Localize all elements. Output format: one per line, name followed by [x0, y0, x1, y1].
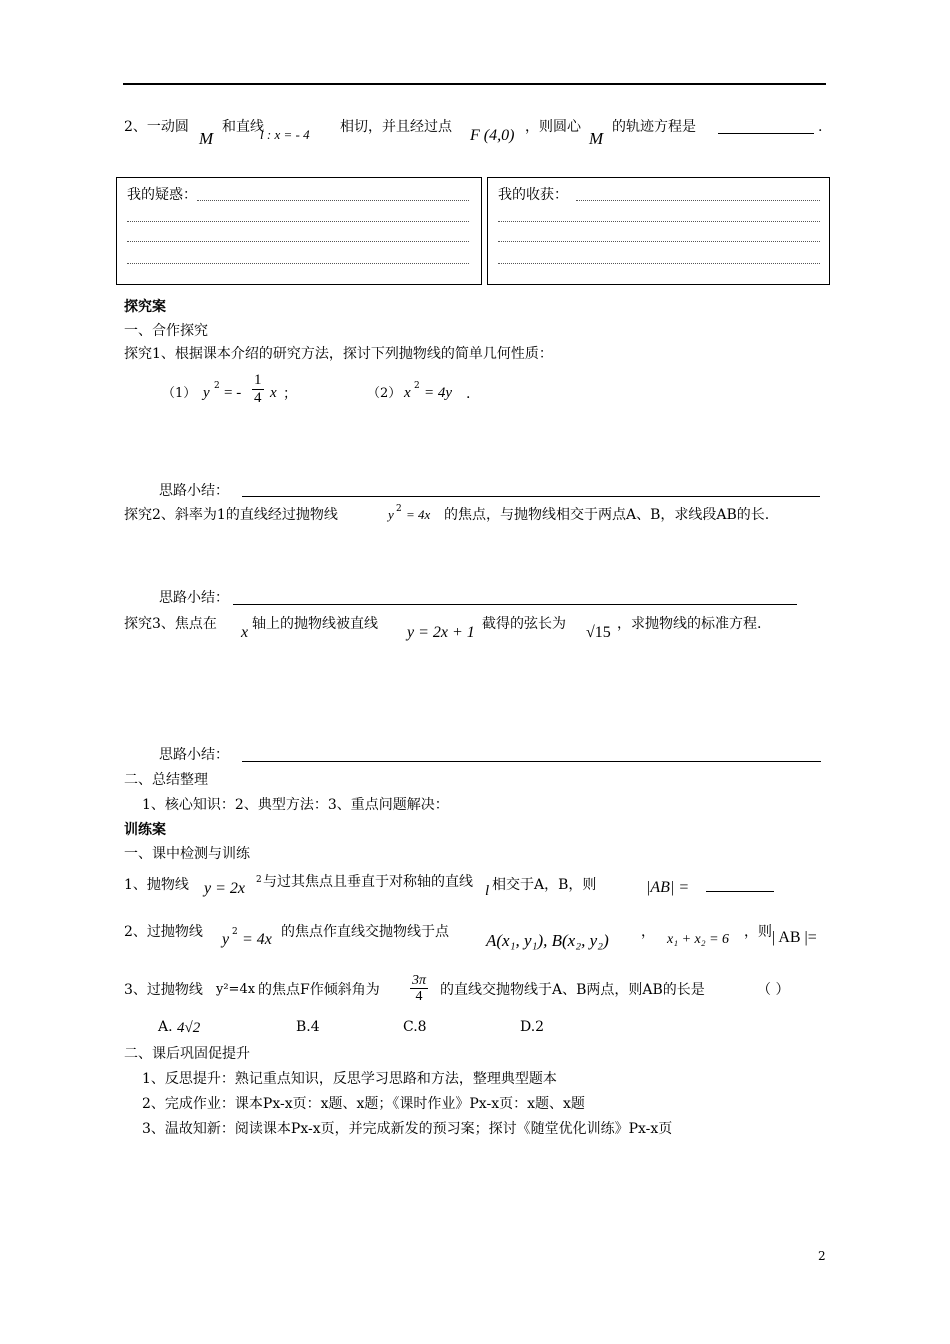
t2-expr-rhs: = 4x: [242, 931, 272, 948]
t2-ab: | AB |=: [772, 929, 817, 946]
e1-item1-label: （1）: [162, 386, 197, 401]
t3-frac: [410, 973, 428, 1005]
summary-line-2[interactable]: [233, 604, 797, 605]
e1-item1-var: x: [270, 385, 277, 401]
summary-items: 1、核心知识：2、典型方法：3、重点问题解决：: [142, 797, 449, 813]
e2-expr-lhs: y: [388, 507, 394, 522]
gain-line-2[interactable]: [498, 221, 820, 222]
train-heading: 训练案: [124, 822, 166, 838]
q2-prefix: 2、一动圆: [124, 119, 189, 135]
t2-expr-lhs: y: [222, 931, 230, 948]
e1-item2-lhs: x: [404, 385, 411, 401]
t1-expr: y = 2x: [204, 880, 245, 897]
q2-center-m: M: [589, 129, 604, 148]
train-section-1: 一、课中检测与训练: [124, 846, 250, 862]
e1-item1-end: ；: [283, 386, 297, 402]
doubt-line-4[interactable]: [127, 263, 469, 264]
after-2: 2、完成作业：课本Px-x页：x题、x题；《课时作业》Px-x页：x题、x题: [142, 1096, 585, 1112]
t3-answer-paren[interactable]: （ ）: [757, 982, 790, 998]
gain-box: [487, 177, 830, 285]
t1-prefix: 1、抛物线: [124, 877, 189, 893]
e2-suffix: 的焦点，与抛物线相交于两点A、B，求线段AB的长.: [444, 507, 770, 523]
e1-item1-lhs: y: [203, 385, 210, 401]
option-b[interactable]: B.4: [296, 1019, 320, 1035]
option-c[interactable]: C.8: [403, 1019, 427, 1035]
e3-line: y = 2x + 1: [407, 624, 475, 641]
e1-item1-frac: [252, 372, 264, 406]
header-rule: [123, 83, 826, 85]
doubt-line-1[interactable]: [197, 200, 469, 201]
q2-circle-m: M: [199, 129, 214, 148]
q2-line-eq: l : x = - 4: [260, 127, 310, 142]
page-number: 2: [818, 1249, 826, 1263]
t3-mid2: 的直线交抛物线于A、B两点，则AB的长是: [440, 982, 705, 998]
e2-expr-rhs: = 4x: [406, 507, 431, 522]
doubt-line-2[interactable]: [127, 221, 469, 222]
doubt-box: [116, 177, 482, 285]
gain-label: 我的收获：: [498, 187, 568, 203]
e1-item1-sq: 2: [214, 381, 220, 391]
e3-mid2: 截得的弦长为: [482, 616, 566, 632]
frac-den: 4: [254, 389, 262, 406]
gain-line-4[interactable]: [498, 263, 820, 264]
t2-cond: x₁ + x₂ = 6: [667, 932, 730, 947]
option-a-label[interactable]: A.: [158, 1019, 173, 1035]
doubt-line-3[interactable]: [127, 241, 469, 242]
summary-label-1: 思路小结：: [159, 483, 229, 499]
t1-suffix: 相交于A，B，则: [492, 877, 597, 893]
t1-blank[interactable]: [706, 878, 774, 892]
summary-line-3[interactable]: [242, 761, 821, 762]
summary-label-3: 思路小结：: [159, 747, 229, 763]
e1-item2-rhs: = 4y: [424, 385, 453, 401]
t1-ab: |AB| =: [646, 879, 690, 896]
summary-label-2: 思路小结：: [159, 590, 229, 606]
q2-end: .: [818, 119, 823, 135]
t2-mid: 的焦点作直线交抛物线于点: [281, 924, 449, 940]
e1-item2-label: （2）: [367, 386, 402, 401]
e3-len: √15: [586, 624, 611, 641]
after-1: 1、反思提升：熟记重点知识，反思学习思路和方法，整理典型题本: [142, 1071, 557, 1087]
summary-line-1[interactable]: [242, 496, 820, 497]
t2-points: A(x₁, y₁), B(x₂, y₂): [486, 931, 609, 950]
t3-mid1: 的焦点F作倾斜角为: [258, 982, 380, 998]
e3-suffix: ，求抛物线的标准方程.: [617, 616, 762, 632]
q2-text1: 和直线: [222, 119, 264, 135]
q2-text4: 的轨迹方程是: [612, 119, 696, 135]
option-d[interactable]: D.2: [520, 1019, 545, 1035]
t2-sq: 2: [232, 927, 238, 937]
t1-mid: 与过其焦点且垂直于对称轴的直线: [263, 874, 473, 890]
e1-item2-sq: 2: [414, 381, 420, 391]
e1-item1-eq: = -: [224, 385, 242, 401]
q2-text2: 相切，并且经过点: [340, 119, 452, 135]
e3-mid1: 轴上的抛物线被直线: [252, 616, 378, 632]
gain-line-3[interactable]: [498, 241, 820, 242]
explore-heading: 探究案: [124, 299, 166, 315]
gain-line-1[interactable]: [576, 200, 820, 201]
after-3: 3、温故知新：阅读课本Px-x页，并完成新发的预习案；探讨《随堂优化训练》Px-x页: [142, 1121, 673, 1137]
e3-x: x: [241, 624, 249, 641]
frac-num: 1: [254, 372, 262, 388]
t3-prefix: 3、过抛物线: [124, 982, 203, 998]
e3-prefix: 探究3、焦点在: [124, 616, 217, 632]
explore-1-text: 探究1、根据课本介绍的研究方法，探讨下列抛物线的简单几何性质：: [124, 346, 553, 362]
explore-section-2: 二、总结整理: [124, 772, 208, 788]
t3-frac-num: 3π: [412, 973, 427, 988]
train-section-2: 二、课后巩固促提升: [124, 1046, 250, 1062]
t3-expr: y²=4x: [216, 982, 256, 997]
t1-l: l: [485, 883, 490, 899]
t2-comma: ，: [641, 924, 655, 940]
t2-prefix: 2、过抛物线: [124, 924, 203, 940]
t3-frac-den: 4: [415, 989, 423, 1005]
doubt-label: 我的疑惑：: [127, 187, 197, 203]
explore-section-1: 一、合作探究: [124, 323, 208, 339]
e1-item2-end: .: [466, 386, 471, 402]
q2-answer-blank[interactable]: [718, 120, 814, 134]
q2-point: F (4,0): [470, 127, 515, 144]
t1-sq: 2: [256, 875, 262, 885]
e2-sq: 2: [396, 504, 402, 514]
option-a-value: 4√2: [177, 1020, 201, 1036]
t2-suffix: ，则: [744, 924, 772, 940]
e2-prefix: 探究2、斜率为1的直线经过抛物线: [124, 507, 338, 523]
q2-text3: ，则圆心: [525, 119, 581, 135]
